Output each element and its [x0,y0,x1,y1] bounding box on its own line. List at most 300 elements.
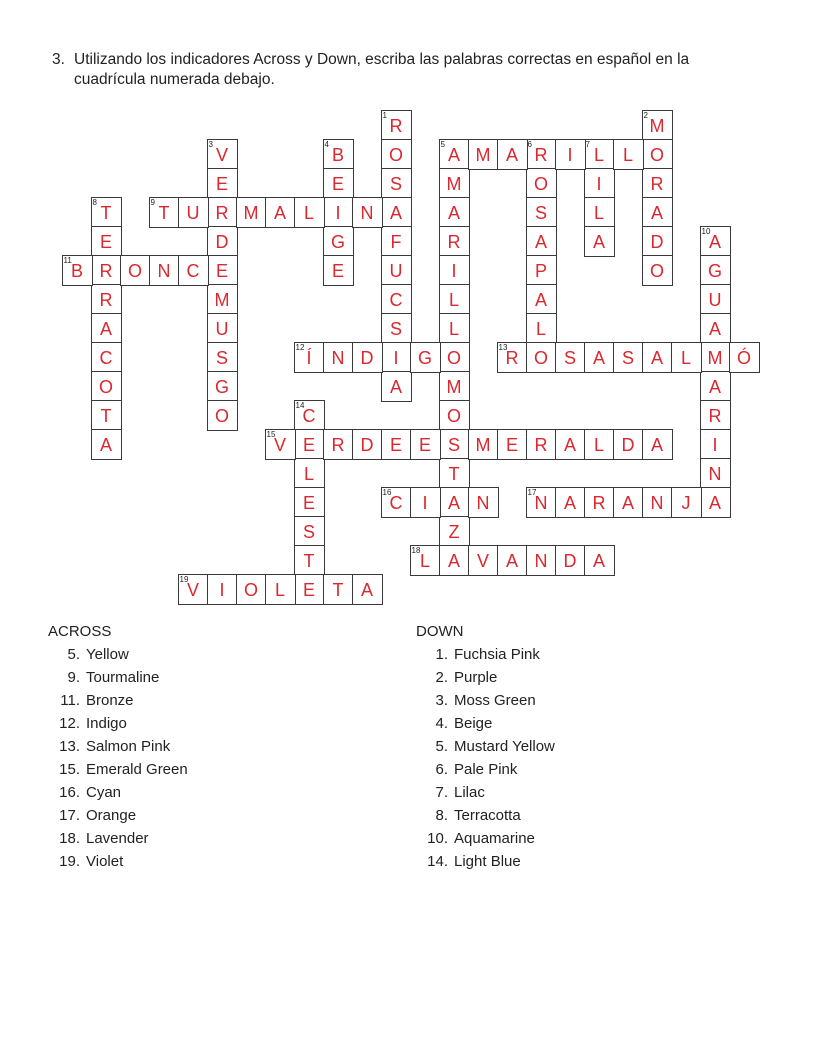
crossword-cell[interactable] [526,284,557,315]
crossword-cell[interactable] [323,429,354,460]
down-clue [416,689,536,712]
crossword-cell[interactable] [700,487,731,518]
crossword-cell[interactable] [294,400,325,431]
clue-number: 10. [427,830,448,847]
crossword-cell[interactable] [91,284,122,315]
crossword-cell[interactable] [584,429,615,460]
clue-text: Violet [86,853,124,870]
crossword-cell[interactable] [381,110,412,141]
crossword-cell[interactable] [294,487,325,518]
cell-number: 5 [440,139,445,149]
cell-letter: I [393,347,399,368]
crossword-cell[interactable] [294,429,325,460]
crossword-cell[interactable] [700,400,731,431]
cell-letter: R [534,144,548,165]
across-clue [48,827,149,850]
crossword-cell[interactable] [381,139,412,170]
crossword-cell[interactable] [178,574,209,605]
crossword-cell[interactable] [323,342,354,373]
crossword-cell[interactable] [178,197,209,228]
crossword-cell[interactable] [294,197,325,228]
clue-number: 4. [435,715,448,732]
across-clue [48,804,137,827]
clue-text: Aquamarine [454,830,535,847]
across-clue [48,781,122,804]
crossword-cell[interactable] [207,168,238,199]
crossword-cell[interactable] [207,371,238,402]
cell-letter: I [219,579,225,600]
down-clue [416,827,535,850]
cell-letter: E [215,260,228,281]
cell-number: 13 [498,342,508,352]
crossword-cell[interactable] [381,429,412,460]
crossword-cell[interactable] [352,574,383,605]
crossword-cell[interactable] [439,371,470,402]
cell-letter: B [331,144,344,165]
cell-letter: T [100,202,112,223]
crossword-cell[interactable] [91,342,122,373]
cell-letter: A [273,202,286,223]
cell-letter: N [708,463,722,484]
crossword-cell[interactable] [294,516,325,547]
crossword-cell[interactable] [526,255,557,286]
cell-letter: M [649,115,665,136]
cell-letter: R [331,434,345,455]
cell-letter: A [389,376,402,397]
crossword-cell[interactable] [207,342,238,373]
cell-letter: G [707,260,722,281]
crossword-cell[interactable] [526,197,557,228]
clue-text: Beige [454,715,493,732]
cell-letter: O [446,405,461,426]
crossword-cell[interactable] [584,168,615,199]
crossword-cell[interactable] [207,139,238,170]
crossword-cell[interactable] [642,110,673,141]
cell-letter: P [534,260,547,281]
crossword-cell[interactable] [671,487,702,518]
crossword-cell[interactable] [526,168,557,199]
crossword-cell[interactable] [439,400,470,431]
crossword-cell[interactable] [468,429,499,460]
crossword-cell[interactable] [410,545,441,576]
cell-letter: A [708,492,721,513]
cell-letter: A [650,202,663,223]
crossword-cell[interactable] [352,429,383,460]
cell-letter: A [563,434,576,455]
cell-number: 17 [527,487,537,497]
crossword-cell[interactable] [149,255,180,286]
cell-letter: V [273,434,286,455]
cell-letter: L [535,318,546,339]
crossword-cell[interactable] [91,400,122,431]
cell-letter: M [243,202,259,223]
cell-letter: U [186,202,200,223]
cell-letter: A [447,202,460,223]
crossword-cell[interactable] [439,516,470,547]
cell-letter: A [389,202,402,223]
crossword-cell[interactable] [700,371,731,402]
cell-letter: A [592,347,605,368]
crossword-cell[interactable] [381,197,412,228]
across-clues [48,620,188,873]
clue-text: Indigo [86,715,127,732]
cell-letter: I [422,492,428,513]
clue-number: 9. [67,669,80,686]
crossword-cell[interactable] [642,139,673,170]
across-heading: ACROSS [48,623,112,640]
cell-letter: A [650,347,663,368]
crossword-cell[interactable] [555,545,586,576]
crossword-cell[interactable] [439,139,470,170]
cell-letter: L [274,579,285,600]
crossword-cell[interactable] [613,342,644,373]
crossword-cell[interactable] [149,197,180,228]
crossword-cell[interactable] [62,255,93,286]
cell-letter: E [389,434,402,455]
crossword-cell[interactable] [642,197,673,228]
clue-number: 19. [59,853,80,870]
cell-letter: D [360,347,374,368]
cell-letter: I [335,202,341,223]
cell-number: 3 [208,139,213,149]
cell-letter: D [563,550,577,571]
down-clue [416,781,485,804]
cell-letter: R [99,289,113,310]
crossword-cell[interactable] [526,487,557,518]
clue-text: Mustard Yellow [454,738,555,755]
crossword-cell[interactable] [207,226,238,257]
cell-letter: N [331,347,345,368]
crossword-cell[interactable] [381,313,412,344]
clue-text: Cyan [86,784,122,801]
cell-letter: O [98,376,113,397]
crossword-cell[interactable] [468,139,499,170]
cell-letter: O [533,173,548,194]
clue-text: Terracotta [454,807,521,824]
crossword-cell[interactable] [207,400,238,431]
cell-letter: G [214,376,229,397]
crossword-cell[interactable] [526,545,557,576]
cell-letter: E [331,260,344,281]
crossword-cell[interactable] [700,255,731,286]
cell-letter: O [243,579,258,600]
cell-letter: E [99,231,112,252]
clue-text: Orange [86,807,137,824]
crossword-cell[interactable] [207,574,238,605]
crossword-cell[interactable] [439,197,470,228]
crossword-cell[interactable] [468,545,499,576]
crossword-cell[interactable] [700,342,731,373]
cell-letter: D [360,434,374,455]
cell-letter: L [448,318,459,339]
crossword-cell[interactable] [323,197,354,228]
across-clue [48,758,188,781]
cell-letter: O [446,347,461,368]
crossword-cell[interactable] [294,574,325,605]
crossword-cell[interactable] [642,487,673,518]
cell-letter: L [448,289,459,310]
clue-number: 15. [59,761,80,778]
crossword-cell[interactable] [410,487,441,518]
crossword-cell[interactable] [91,255,122,286]
cell-letter: C [186,260,200,281]
crossword-cell[interactable] [526,139,557,170]
clue-text: Pale Pink [454,761,518,778]
crossword-cell[interactable] [294,458,325,489]
crossword-cell[interactable] [700,429,731,460]
crossword-cell[interactable] [120,255,151,286]
crossword-cell[interactable] [642,255,673,286]
down-heading: DOWN [416,623,464,640]
crossword-cell[interactable] [584,545,615,576]
cell-letter: M [475,144,491,165]
cell-letter: D [215,231,229,252]
crossword-cell[interactable] [584,197,615,228]
down-clue [416,643,540,666]
crossword-cell[interactable] [410,429,441,460]
crossword-cell[interactable] [555,139,586,170]
cell-letter: E [302,579,315,600]
cell-number: 15 [266,429,276,439]
cell-number: 14 [295,400,305,410]
down-clue [416,758,518,781]
crossword-cell[interactable] [613,487,644,518]
crossword-cell[interactable] [526,342,557,373]
crossword-cell[interactable] [642,168,673,199]
cell-letter: L [419,550,430,571]
cell-letter: U [215,318,229,339]
crossword-cell[interactable] [613,139,644,170]
crossword-cell[interactable] [497,342,528,373]
crossword-cell[interactable] [91,226,122,257]
cell-letter: A [505,144,518,165]
crossword-cell[interactable] [323,139,354,170]
clue-text: Emerald Green [86,761,188,778]
cell-letter: A [447,144,460,165]
across-clue-list [48,643,188,873]
cell-letter: S [389,318,402,339]
crossword-cell[interactable] [642,342,673,373]
cell-letter: S [447,434,460,455]
clue-number: 18. [59,830,80,847]
crossword-cell[interactable] [323,255,354,286]
cell-letter: A [708,318,721,339]
clue-text: Lavender [86,830,149,847]
cell-number: 4 [324,139,329,149]
crossword-cell[interactable] [700,458,731,489]
crossword-cell[interactable] [323,168,354,199]
cell-number: 16 [382,487,392,497]
cell-letter: G [330,231,345,252]
clue-number: 8. [435,807,448,824]
crossword-cell[interactable] [352,197,383,228]
crossword-cell[interactable] [236,197,267,228]
crossword-cell[interactable] [323,574,354,605]
crossword-cell[interactable] [555,342,586,373]
cell-letter: R [447,231,461,252]
down-clue-list [416,643,555,873]
crossword-cell[interactable] [555,429,586,460]
cell-letter: G [417,347,432,368]
clue-number: 5. [435,738,448,755]
cell-letter: Ó [736,347,751,368]
cell-letter: A [563,492,576,513]
clue-text: Fuchsia Pink [454,646,540,663]
cell-letter: A [650,434,663,455]
crossword-cell[interactable] [671,342,702,373]
crossword-cell[interactable] [497,545,528,576]
cell-letter: S [389,173,402,194]
cell-letter: M [707,347,723,368]
down-clue [416,850,521,873]
crossword-cell[interactable] [700,226,731,257]
cell-letter: J [681,492,691,513]
clue-text: Tourmaline [86,669,160,686]
cell-letter: A [621,492,634,513]
crossword-cell[interactable] [497,139,528,170]
cell-letter: A [447,492,460,513]
cell-number: 1 [382,110,387,120]
crossword-cell[interactable] [526,226,557,257]
cell-letter: M [446,173,462,194]
instructions-text: Utilizando los indicadores Across y Down, escriba las palabras correctas en español en la cuadrícula numerada debajo. [74,51,690,88]
crossword-cell[interactable] [439,342,470,373]
cell-letter: R [534,434,548,455]
crossword-cell[interactable] [265,574,296,605]
crossword-cell[interactable] [700,284,731,315]
cell-letter: N [476,492,490,513]
crossword-cell[interactable] [207,255,238,286]
crossword-cell[interactable] [439,168,470,199]
crossword-cell[interactable] [700,313,731,344]
clue-number: 12. [59,715,80,732]
crossword-cell[interactable] [584,226,615,257]
crossword-cell[interactable] [381,255,412,286]
crossword-cell[interactable] [439,487,470,518]
clue-number: 16. [59,784,80,801]
down-clue [416,712,493,735]
cell-letter: N [534,492,548,513]
crossword-cell[interactable] [207,284,238,315]
cell-letter: L [593,202,604,223]
crossword-cell[interactable] [439,284,470,315]
cell-letter: C [302,405,316,426]
clue-number: 1. [435,646,448,663]
cell-letter: O [649,260,664,281]
down-clue [416,804,521,827]
crossword-cell[interactable] [439,255,470,286]
crossword-cell[interactable] [555,487,586,518]
cell-letter: E [418,434,431,455]
crossword-cell[interactable] [642,226,673,257]
cell-letter: R [215,202,229,223]
crossword-cell[interactable] [265,429,296,460]
crossword-cell[interactable] [381,226,412,257]
cell-letter: S [215,347,228,368]
cell-letter: L [593,434,604,455]
crossword-cell[interactable] [381,342,412,373]
crossword-cell[interactable] [410,342,441,373]
cell-letter: R [592,492,606,513]
crossword-cell[interactable] [439,313,470,344]
crossword-cell[interactable] [352,342,383,373]
crossword-cell[interactable] [526,429,557,460]
cell-letter: I [567,144,573,165]
crossword-cell[interactable] [236,574,267,605]
cell-letter: C [389,492,403,513]
crossword-cell[interactable] [439,545,470,576]
clue-text: Purple [454,669,498,686]
clue-number: 14. [427,853,448,870]
crossword-cell[interactable] [294,342,325,373]
cell-letter: T [332,579,344,600]
cell-letter: N [157,260,171,281]
cell-letter: A [534,231,547,252]
crossword-cell[interactable] [439,458,470,489]
crossword-cell[interactable] [381,168,412,199]
cell-letter: N [360,202,374,223]
across-clue [48,735,171,758]
crossword-cell[interactable] [265,197,296,228]
crossword-cell[interactable] [439,226,470,257]
cell-letter: M [214,289,230,310]
cell-letter: S [563,347,576,368]
crossword-cell[interactable] [526,313,557,344]
crossword-cell[interactable] [91,313,122,344]
crossword-cell[interactable] [729,342,760,373]
crossword-cell[interactable] [381,371,412,402]
cell-letter: A [592,231,605,252]
crossword-cell[interactable] [613,429,644,460]
cell-number: 8 [92,197,97,207]
cell-letter: R [505,347,519,368]
cell-letter: E [215,173,228,194]
crossword-cell[interactable] [91,429,122,460]
cell-letter: I [596,173,602,194]
cell-letter: D [621,434,635,455]
crossword-cell[interactable] [207,313,238,344]
crossword-cell[interactable] [178,255,209,286]
crossword-cell[interactable] [497,429,528,460]
cell-number: 11 [63,255,72,265]
crossword-cell[interactable] [91,371,122,402]
crossword-cell[interactable] [323,226,354,257]
crossword-cell[interactable] [381,284,412,315]
crossword-cell[interactable] [294,545,325,576]
down-clue [416,666,498,689]
crossword-cell[interactable] [642,429,673,460]
crossword-cell[interactable] [584,487,615,518]
crossword-cell[interactable] [584,139,615,170]
cell-letter: S [534,202,547,223]
cell-letter: V [476,550,489,571]
across-clue [48,712,127,735]
cell-letter: Z [448,521,460,542]
crossword-cell[interactable] [381,487,412,518]
crossword-cell[interactable] [207,197,238,228]
cell-letter: T [158,202,170,223]
crossword-cell[interactable] [584,342,615,373]
crossword-cell[interactable] [439,429,470,460]
question-number: 3. [52,51,65,68]
crossword-cell[interactable] [91,197,122,228]
cell-letter: R [99,260,113,281]
crossword-cell[interactable] [468,487,499,518]
cell-letter: M [475,434,491,455]
cell-number: 10 [701,226,711,236]
clue-number: 11. [60,692,80,709]
cell-letter: Í [306,347,312,368]
